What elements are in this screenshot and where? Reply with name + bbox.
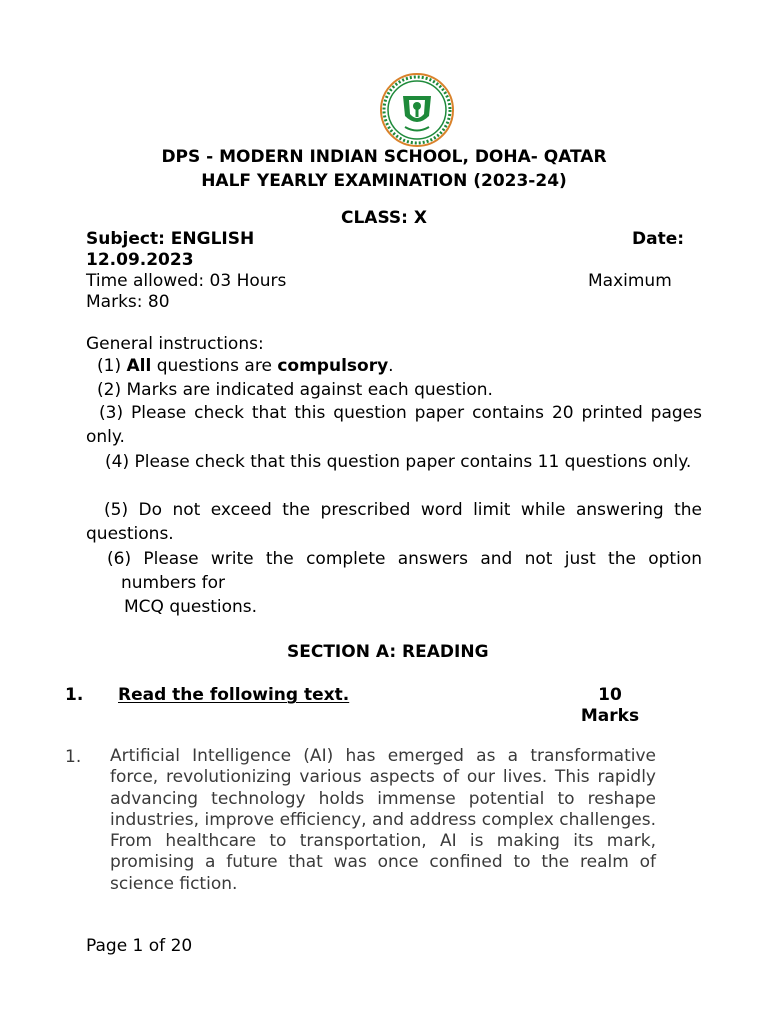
instruction-6: (6) Please write the complete answers and not just the option numbers for (107, 549, 702, 593)
marks-label: Marks (580, 706, 640, 726)
maximum-marks: Marks: 80 (86, 292, 170, 312)
subject-label: Subject: ENGLISH (86, 229, 255, 249)
instruction-1-compulsory: compulsory (277, 356, 389, 376)
instruction-1-number: (1) (97, 356, 122, 376)
date-label: Date: (632, 229, 685, 249)
instruction-1 (97, 356, 394, 377)
date-value: 12.09.2023 (86, 250, 194, 270)
instructions-heading: General instructions: (86, 334, 264, 354)
class-label: CLASS: X (340, 208, 427, 228)
question-text-underlined: Read the following text. (118, 685, 350, 705)
marks-number: 10 (598, 685, 622, 705)
instruction-4: (4) Please check that this question paper contains 11 questions only. (105, 452, 692, 472)
school-logo (379, 72, 455, 148)
section-title: SECTION A: READING (287, 642, 489, 662)
exam-title: HALF YEARLY EXAMINATION (2023-24) (201, 171, 567, 191)
instruction-1-period: . (388, 356, 394, 376)
maximum-label: Maximum (588, 271, 672, 291)
instruction-5: (5) Do not exceed the prescribed word limit while answering the questions. (86, 500, 702, 544)
passage-text: Artificial Intelligence (AI) has emerged as a transformative force, revolutionizing various aspects of our lives. This rapidly advancing technology holds immense potential to reshape industries, improve efficiency, and address complex challenges. From healthcare to transportation, AI is making its mark, promising a future that was once confined to the realm of science fiction. (110, 746, 656, 894)
instruction-6-continued: MCQ questions. (124, 597, 258, 617)
instruction-3: (3) Please check that this question paper contains 20 printed pages only. (86, 403, 702, 447)
instruction-2: (2) Marks are indicated against each question. (97, 380, 493, 400)
instruction-1-text: questions are (156, 356, 272, 376)
question-number: 1. (65, 685, 84, 705)
passage-number: 1. (65, 747, 82, 767)
page-number: Page 1 of 20 (86, 936, 193, 956)
instruction-1-all: All (126, 356, 152, 376)
time-allowed: Time allowed: 03 Hours (86, 271, 287, 291)
school-name: DPS - MODERN INDIAN SCHOOL, DOHA- QATAR (161, 147, 607, 167)
question-text (118, 685, 349, 706)
